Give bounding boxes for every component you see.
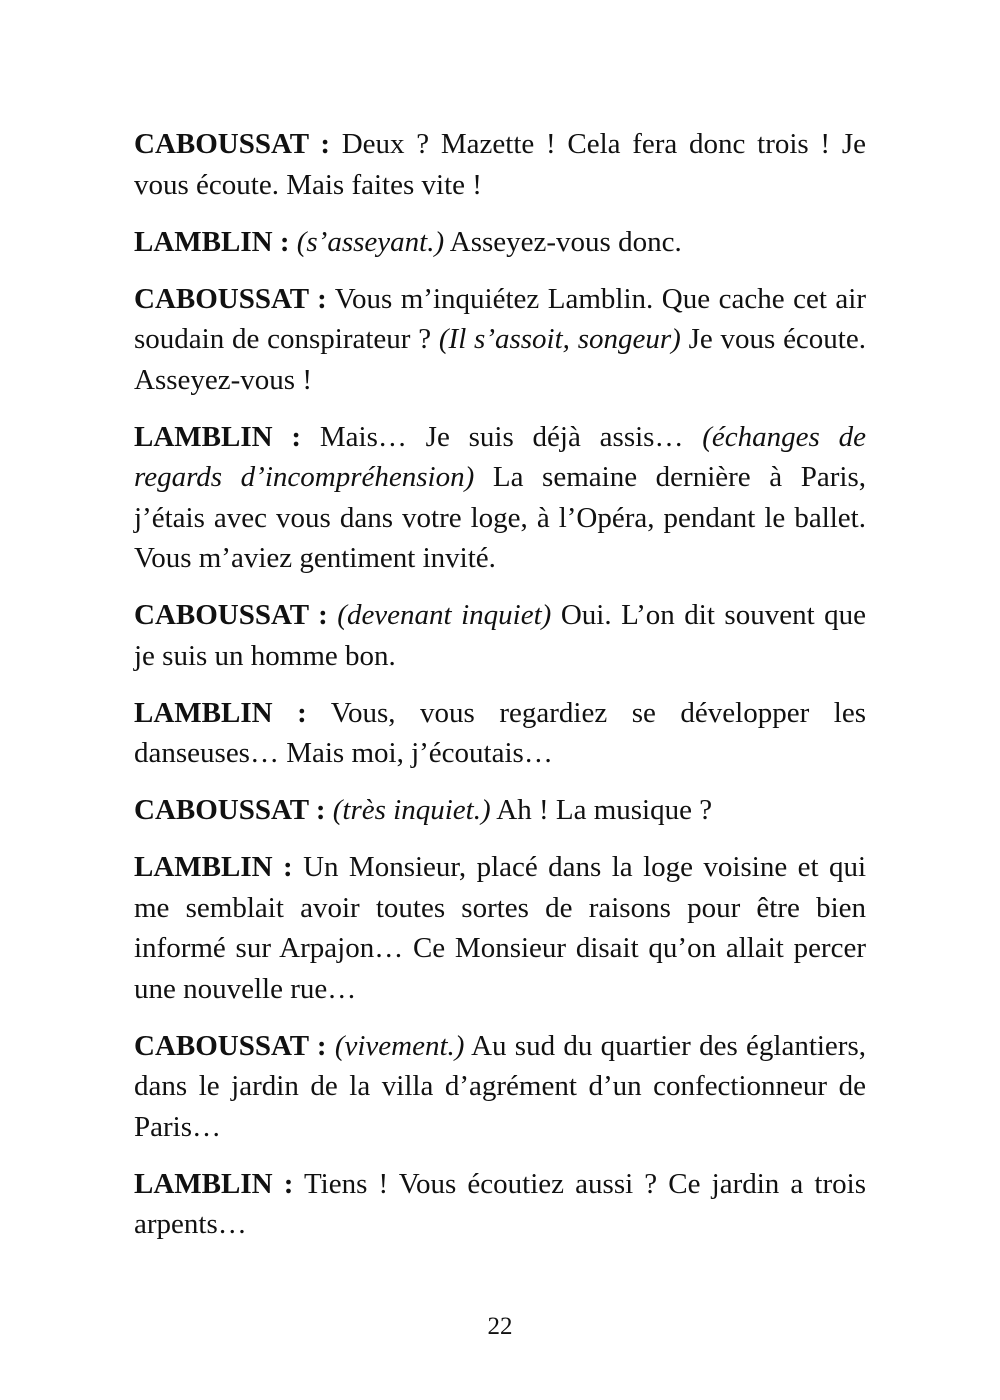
dialogue-text [289, 226, 296, 258]
dialogue-paragraph [134, 124, 866, 205]
dialogue-text: Mais… Je suis déjà assis… [301, 420, 703, 453]
stage-direction: (Il s’assoit, songeur) [438, 323, 681, 355]
stage-direction: (vivement.) [334, 1029, 465, 1062]
dialogue-paragraph [134, 222, 866, 263]
dialogue-text [327, 1030, 335, 1062]
speaker-name: LAMBLIN : [134, 851, 293, 883]
speaker-name: CABOUSSAT : [134, 1029, 327, 1062]
speaker-name: CABOUSSAT : [134, 282, 327, 315]
stage-direction: (échanges de regards d’incompréhension) [134, 420, 867, 493]
page-number: 22 [487, 1313, 513, 1340]
speaker-name: CABOUSSAT : [134, 794, 326, 826]
speaker-name: LAMBLIN : [134, 420, 302, 453]
dialogue-text: Au sud du quartier des églantiers, dans le jardin de la villa d’agrément d’un confectionneur de Paris… [134, 1029, 866, 1143]
dialogue-paragraph [134, 417, 866, 579]
dialogue-text: Vous m’inquiétez Lamblin. Que cache cet air soudain de conspirateur ? [134, 282, 866, 355]
stage-direction: (s’asseyant.) [296, 225, 445, 258]
dialogue-text: Je vous écoute. Asseyez-vous ! [134, 323, 866, 396]
dialogue-paragraph [134, 1026, 866, 1148]
dialogue-text: Ah ! La musique ? [490, 794, 713, 826]
dialogue-text: Tiens ! Vous écoutiez aussi ? Ce jardin a trois arpents… [134, 1167, 866, 1240]
speaker-name: CABOUSSAT : [134, 128, 330, 160]
dialogue-text: Un Monsieur, placé dans la loge voisine et qui me semblait avoir toutes sortes de raisons pour être bien informé sur Arpajon… Ce Monsieur disait qu’on allait percer une nouvelle rue… [134, 851, 867, 1005]
dialogue-text [328, 599, 338, 631]
dialogue-text: Oui. L’on dit souvent que je suis un homme bon. [134, 599, 867, 672]
dialogue-text [326, 794, 333, 826]
dialogue-text: Vous, vous regardiez se développer les danseuses… Mais moi, j’écoutais… [134, 696, 867, 769]
speaker-name: LAMBLIN : [134, 1167, 294, 1200]
dialogue-text: Deux ? Mazette ! Cela fera donc trois ! Je vous écoute. Mais faites vite ! [134, 128, 866, 201]
dialogue-text: Asseyez-vous donc. [444, 225, 682, 258]
speaker-name: LAMBLIN : [134, 225, 290, 258]
stage-direction: (très inquiet.) [332, 794, 491, 826]
speaker-name: LAMBLIN : [134, 696, 307, 729]
speaker-name: CABOUSSAT : [134, 599, 328, 631]
dialogue-paragraph [134, 847, 866, 1009]
dialogue-paragraph [134, 790, 866, 831]
page-body [134, 124, 866, 1261]
dialogue-paragraph [134, 279, 866, 401]
dialogue-paragraph [134, 1164, 866, 1245]
dialogue-paragraph [134, 595, 866, 676]
dialogue-text: La semaine dernière à Paris, j’étais avec vous dans votre loge, à l’Opéra, pendant le ballet. Vous m’aviez gentiment invité. [134, 461, 866, 574]
dialogue-paragraph [134, 693, 866, 774]
stage-direction: (devenant inquiet) [337, 599, 552, 631]
